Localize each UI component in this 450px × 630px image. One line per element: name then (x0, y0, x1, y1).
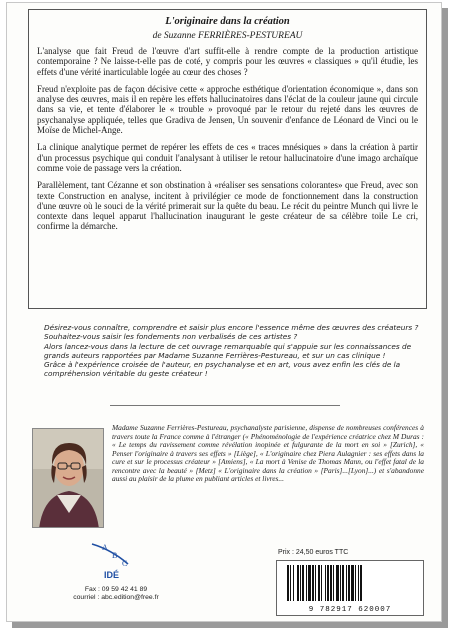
blurb-line: Grâce à l'expérience croisée de l'auteur, en psychanalyse et en art, vous avez enfin les clés de la compréhension véritable du geste créateur ! (44, 360, 401, 379)
logo-name: IDÉ (104, 570, 120, 580)
email-address: courriel : abc.edition@free.fr (73, 594, 159, 601)
logo-letter-b: B (112, 551, 118, 560)
summary-paragraph: La clinique analytique permet de repérer les effets de ces « traces mnésiques » dans la création à partir d'un processus psychique qui conduit l'analysant à utiliser le retour hallucinatoire d'une imago archaïque comme voie de passage vers la création. (37, 142, 418, 173)
publisher-logo (82, 540, 142, 580)
publisher-contact (56, 586, 176, 602)
blurb-line: Désirez-vous connaître, comprendre et saisir plus encore l'essence même des œuvres des créateurs ? (44, 323, 419, 332)
summary-paragraph: Freud n'exploite pas de façon décisive cette « approche esthétique d'orientation économique », dans son analyse des œuvres, mais il en repère les effets hallucinatoires dans l'éclat de la couleur jaune qui circule dans sa vie, et tente d'élaborer le « trouble » provoqué par le retour du rejeté dans les œuvres de psychanalyse appliquée, telles que Gradiva de Jensen, Un souvenir d'enfance de Léonard de Vinci ou le Moïse de Michel-Ange. (37, 83, 418, 136)
book-author: de Suzanne FERRIÈRES-PESTUREAU (152, 31, 303, 41)
price-label: Prix : 24,50 euros TTC (278, 549, 349, 556)
logo-letter-a: A (102, 543, 108, 552)
blurb-line: Souhaitez-vous saisir les fondements non verbalisés de ces artistes ? (44, 332, 298, 342)
logo-letter-c: C (122, 559, 128, 568)
summary-paragraph: L'analyse que fait Freud de l'œuvre d'art suffit-elle à rendre compte de la production artistique contemporaine ? Ne laisse-t-elle pas de coté, y compris pour les œuvres « classiques » qu'il étudie, les effets d'une vérité inarticulable logée au cœur des choses ? (37, 46, 418, 77)
isbn-number: 9 782917 620007 (308, 606, 392, 614)
author-photo (32, 428, 104, 528)
blurb-line: Alors lancez-vous dans la lecture de cet ouvrage remarquable qui s'appuie sur les connaissances de grands auteurs rapportées par Madame Suzanne Ferrières-Pestureau, et sur un cas clinique ! (44, 341, 412, 360)
author-portrait-icon (33, 429, 104, 528)
abc-ide-logo-icon (82, 540, 142, 580)
author-bio: Madame Suzanne Ferrières-Pestureau, psychanalyste parisienne, dispense de nombreuses conférences à travers toute la France comme à l'étranger (« Phénoménologie de l'expérience créatrice chez M Duras : « Le temps du ravissement comme révélation inopinée et fulgurante de la mort en soi » [Zurich], « Penser l'originaire à travers ses effets » [Liège], « L'originaire chez Piera Aulagnier : ses effets dans la cure et sur le processus créateur » [Amiens], « La mort à Venise de Thomas Mann, ou l'effet fatal de la rencontre avec la beauté » [Metz] « L'originaire dans la création » [Paris]...[Lyon]...) et s'abandonne aussi au plaisir de la plume en publiant articles et livres... (112, 423, 424, 483)
book-title: L'originaire dans la création (165, 16, 290, 27)
summary-paragraph: Parallèlement, tant Cézanne et son obstination à «réaliser ses sensations colorantes» que Freud, avec son texte Construction en analyse, incitent à privilégier ce mode de fonctionnement dans la construction d'une œuvre où le souci de la vérité primerait sur la quête du beau. Le récit du peintre Munch qui livre le contexte dans lequel apparut l'hallucination inaugurant le geste créateur de sa célèbre toile Le cri, confirme la démarche. (37, 180, 418, 232)
fax-number: Fax : 09 59 42 41 89 (84, 586, 148, 593)
section-divider (110, 405, 340, 406)
summary-box (28, 9, 427, 309)
barcode-icon (277, 561, 423, 605)
promo-blurb (36, 323, 421, 379)
